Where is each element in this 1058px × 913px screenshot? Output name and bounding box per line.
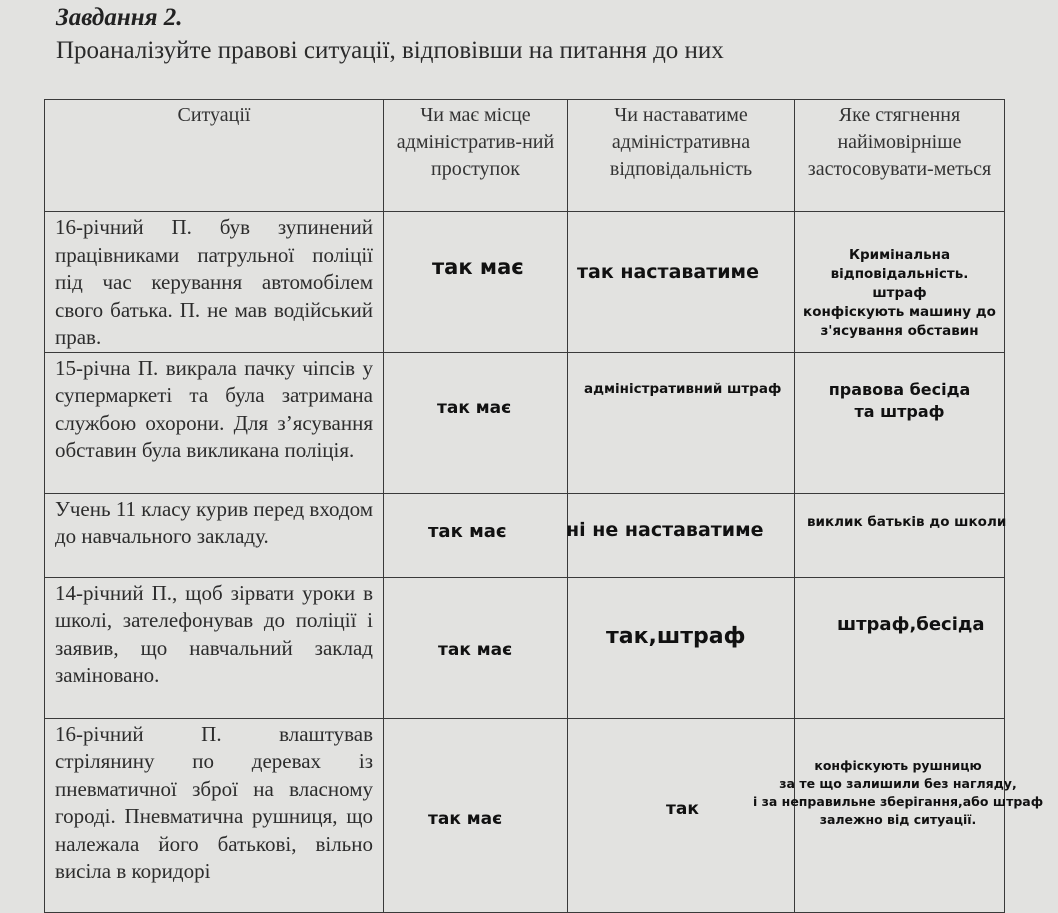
responsibility-answer-cell (568, 352, 795, 493)
column-header-responsibility: Чи наставатиме адміністративна відповідальність (568, 100, 795, 212)
offense-answer: так має (432, 255, 524, 279)
responsibility-answer-cell (568, 577, 795, 718)
table-row (45, 718, 1005, 912)
offense-answer: так має (438, 639, 513, 660)
offense-answer: так має (428, 808, 503, 829)
penalty-line: та штраф (854, 401, 945, 421)
penalty-answer-cell (795, 577, 1005, 718)
task-instructions: Проаналізуйте правові ситуації, відповівши на питання до них (56, 37, 724, 64)
column-header-offense: Чи має місце адміністратив-ний проступок (384, 100, 568, 212)
situation-cell: 16-річний П. влаштував стрілянину по деревах із пневматичної зброї на власному городі. Пневматична рушниця, що належала його батькові, вільно висіла в коридорі (45, 718, 384, 912)
responsibility-answer: ні не наставатиме (566, 518, 764, 541)
table-header-row (45, 100, 1005, 212)
situation-cell: 16-річний П. був зупинений працівниками патрульної поліції під час керування автомобілем свого батька. П. не мав водійський прав. (45, 212, 384, 353)
responsibility-answer: адміністративний штраф (584, 380, 782, 397)
offense-answer-cell (384, 718, 568, 912)
responsibility-answer: так (666, 798, 699, 819)
responsibility-answer: так наставатиме (577, 261, 759, 283)
table-row (45, 352, 1005, 493)
column-header-situations: Ситуації (45, 100, 384, 212)
penalty-line: штраф (872, 285, 927, 301)
penalty-answer-cell (795, 352, 1005, 493)
offense-answer-cell (384, 577, 568, 718)
legal-situations-table (44, 99, 1044, 913)
penalty-line: правова бесіда (828, 379, 971, 399)
penalty-answer-cell (795, 493, 1005, 577)
offense-answer: так має (428, 520, 507, 542)
offense-answer-cell (384, 212, 568, 353)
penalty-answer-cell (795, 212, 1005, 353)
penalty-line: і за неправильне зберігання,або штраф (753, 793, 1044, 809)
situation-cell: 15-річна П. викрала пачку чіпсів у супермаркеті та була затримана службою охорони. Для з’ясування обставин була викликана поліція. (45, 352, 384, 493)
penalty-line: відповідальність. (830, 266, 969, 282)
responsibility-answer: так,штраф (606, 623, 746, 649)
table-row (45, 493, 1005, 577)
responsibility-answer-cell (568, 212, 795, 353)
penalty-line: з'ясування обставин (820, 323, 979, 339)
penalty-text (753, 757, 1043, 829)
penalty-line: Кримінальна (848, 247, 951, 263)
penalty-line: виклик батьків до школи (807, 513, 1007, 530)
penalty-line: штраф,бесіда (837, 613, 985, 635)
task-title: Завдання 2. (56, 4, 183, 31)
column-header-penalty: Яке стягнення найімовірніше застосовувати-меться (795, 100, 1005, 212)
penalty-line: залежно від ситуації. (819, 811, 977, 827)
responsibility-answer-cell (568, 493, 795, 577)
situation-cell: Учень 11 класу курив перед входом до навчального закладу. (45, 493, 384, 577)
offense-answer: так має (437, 397, 512, 418)
penalty-answer-cell (753, 718, 1044, 912)
situation-cell: 14-річний П., щоб зірвати уроки в школі, зателефонував до поліції і заявив, що навчальний заклад заміновано. (45, 577, 384, 718)
penalty-line: конфіскують рушницю (814, 757, 982, 773)
table-row (45, 212, 1005, 353)
penalty-line: за те що залишили без нагляду, (779, 775, 1017, 791)
offense-answer-cell (384, 352, 568, 493)
offense-answer-cell (384, 493, 568, 577)
table-row (45, 577, 1005, 718)
penalty-line: конфіскують машину до (803, 304, 996, 320)
